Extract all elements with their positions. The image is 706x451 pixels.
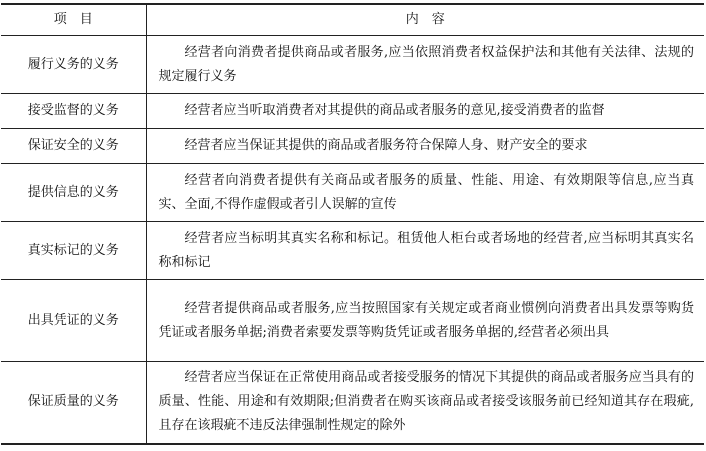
row-content-text: 经营者应当标明其真实名称和标记。租赁他人柜台或者场地的经营者,应当标明其真实名称和标记 bbox=[158, 230, 694, 270]
row-content bbox=[146, 362, 704, 444]
row-content-text: 经营者应当听取消费者对其提供的商品或者服务的意见,接受消费者的监督 bbox=[184, 103, 605, 118]
row-content bbox=[146, 94, 704, 129]
table-row bbox=[1, 280, 704, 362]
table-row bbox=[1, 94, 704, 129]
row-content-text: 经营者应当保证其提供的商品或者服务符合保障人身、财产安全的要求 bbox=[184, 138, 588, 153]
row-content bbox=[146, 129, 704, 164]
row-content bbox=[146, 164, 704, 222]
row-item: 真实标记的义务 bbox=[1, 222, 146, 280]
row-content bbox=[146, 280, 704, 362]
header-item: 项 目 bbox=[1, 4, 146, 36]
row-content-text: 经营者提供商品或者服务,应当按照国家有关规定或者商业惯例向消费者出具发票等购货凭证或者服务单据;消费者索要发票等购货凭证或者服务单据的,经营者必须出具 bbox=[158, 300, 694, 340]
row-item: 保证安全的义务 bbox=[1, 129, 146, 164]
header-content: 内 容 bbox=[146, 4, 704, 36]
table-row bbox=[1, 222, 704, 280]
row-content-text: 经营者应当保证在正常使用商品或者接受服务的情况下其提供的商品或者服务应当具有的质量、性能、用途和有效期限;但消费者在购买该商品或者接受该服务前已经知道其存在瑕疵,且存在该瑕疵不违反法律强制性规定的除外 bbox=[158, 370, 694, 434]
table-row bbox=[1, 36, 704, 94]
table-header-row bbox=[1, 4, 704, 36]
table-row bbox=[1, 362, 704, 444]
obligations-table bbox=[1, 3, 704, 445]
row-content-text: 经营者向消费者提供有关商品或者服务的质量、性能、用途、有效期限等信息,应当真实、全面,不得作虚假或者引人误解的宣传 bbox=[158, 172, 694, 212]
row-item: 提供信息的义务 bbox=[1, 164, 146, 222]
row-item: 保证质量的义务 bbox=[1, 362, 146, 444]
row-content-text: 经营者向消费者提供商品或者服务,应当依照消费者权益保护法和其他有关法律、法规的规定履行义务 bbox=[158, 44, 694, 84]
table-row bbox=[1, 164, 704, 222]
row-content bbox=[146, 222, 704, 280]
row-content bbox=[146, 36, 704, 94]
row-item: 出具凭证的义务 bbox=[1, 280, 146, 362]
row-item: 接受监督的义务 bbox=[1, 94, 146, 129]
table-row bbox=[1, 129, 704, 164]
row-item: 履行义务的义务 bbox=[1, 36, 146, 94]
